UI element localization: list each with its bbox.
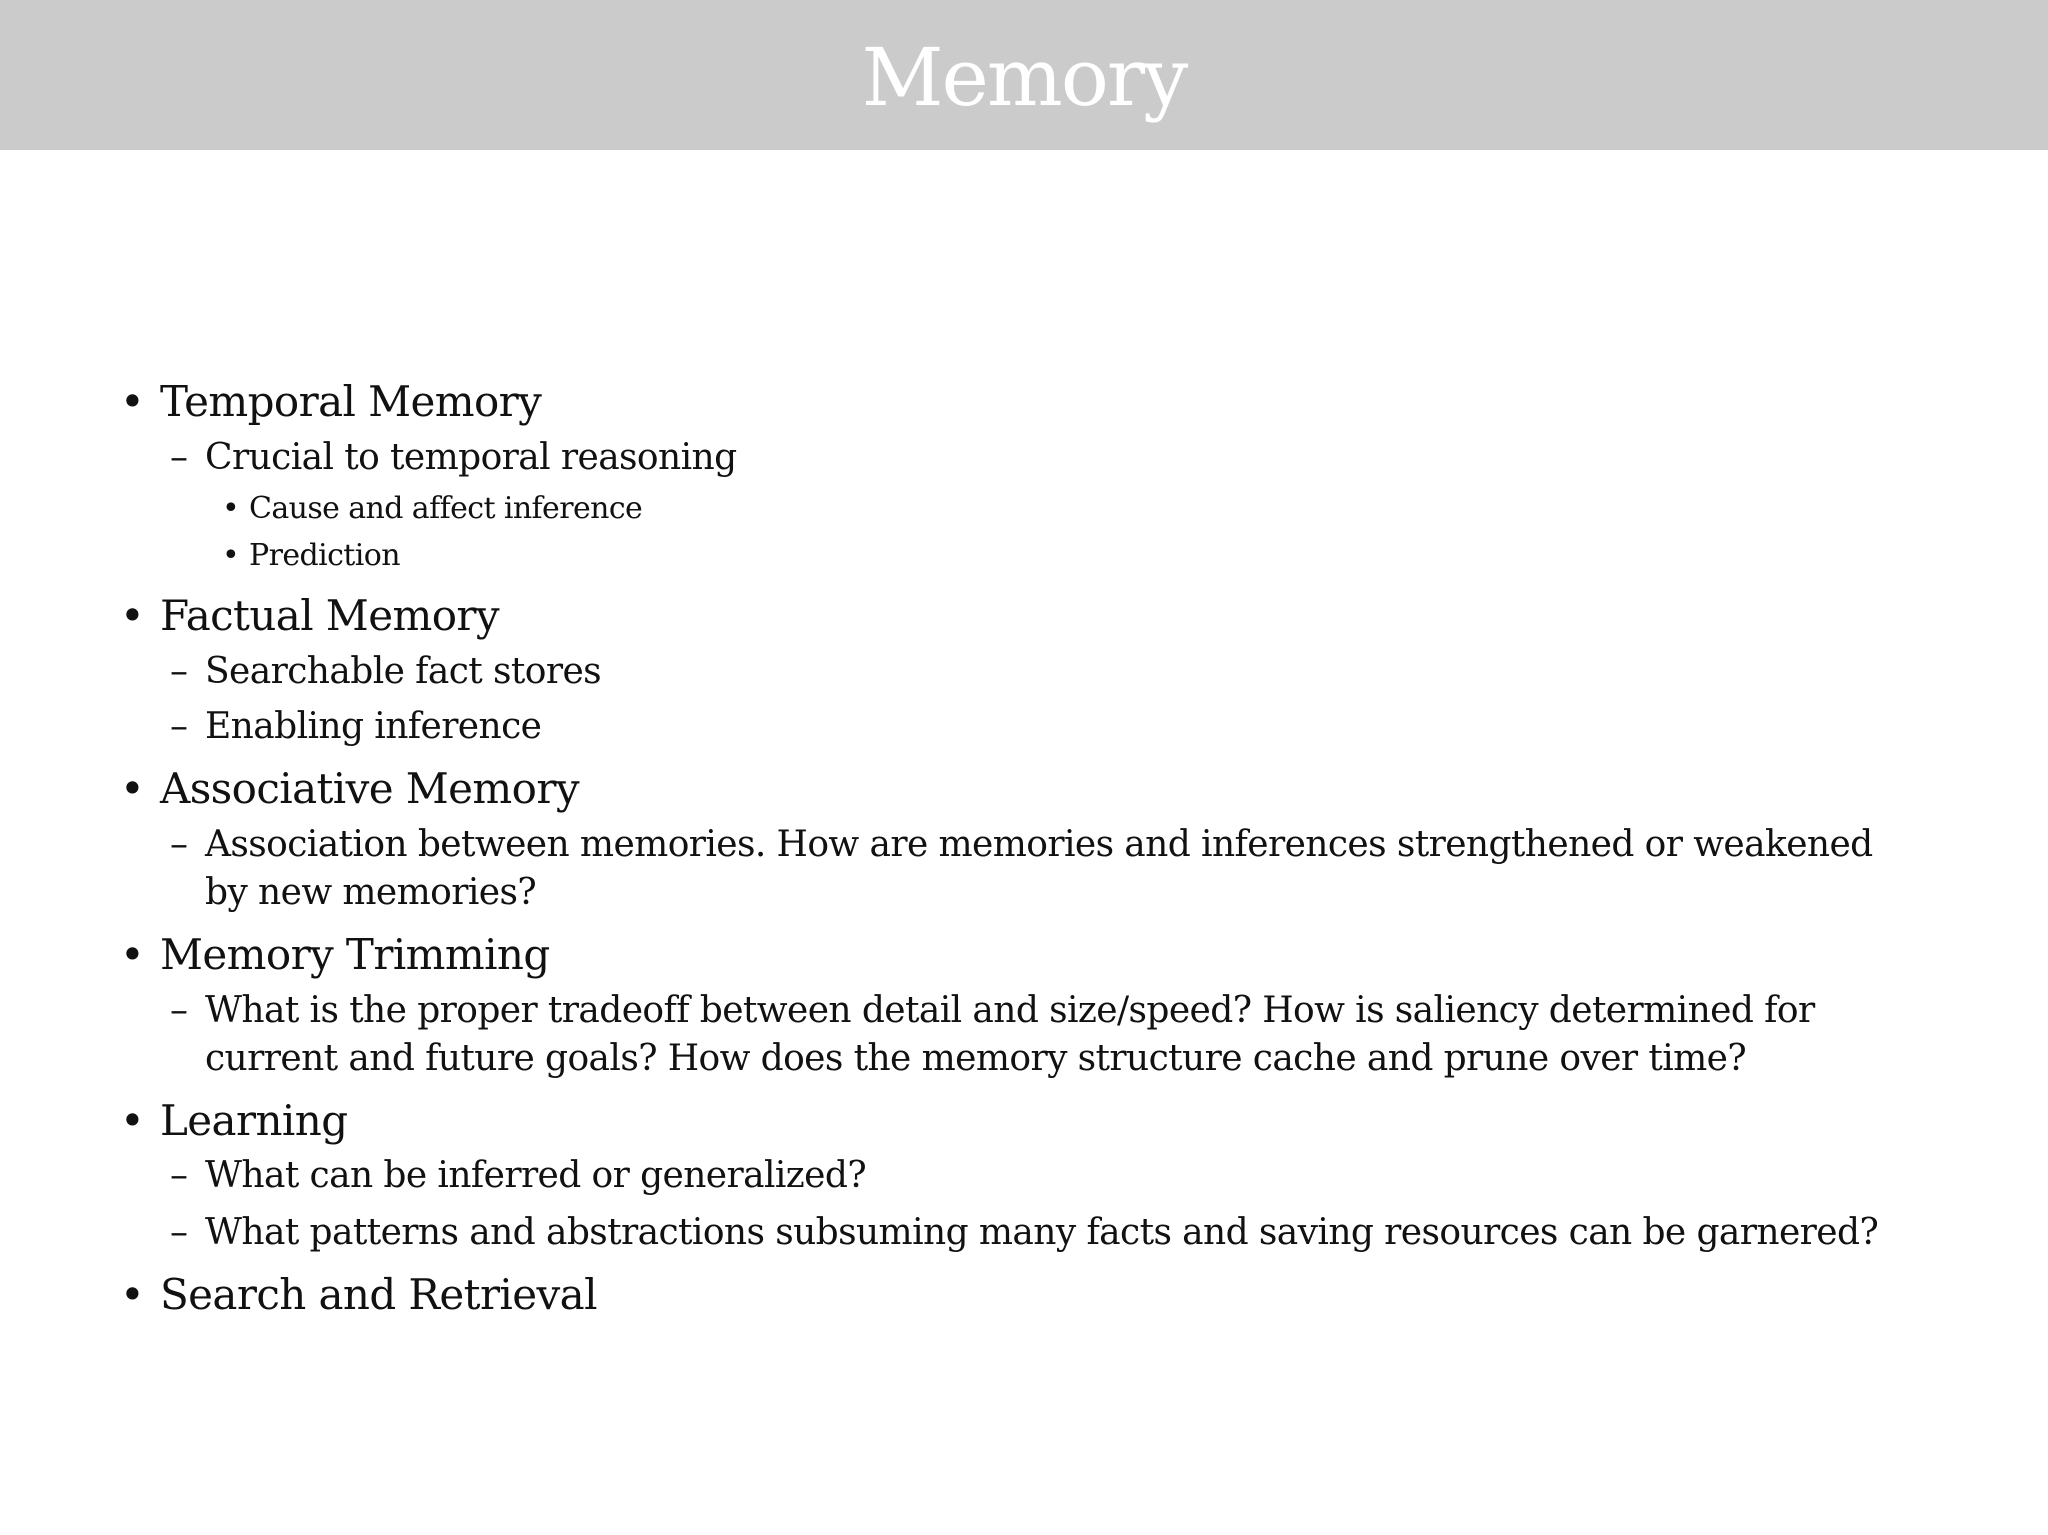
list-item-search-retrieval: Search and Retrieval — [160, 1270, 597, 1319]
list-item-learning: Learning — [160, 1096, 348, 1145]
list-item-searchable-fact-stores: Searchable fact stores — [205, 651, 602, 692]
list-item-associative-memory: Associative Memory — [160, 764, 579, 813]
list-item-factual-memory: Factual Memory — [160, 591, 499, 640]
bullet-marker-l2: – — [170, 990, 188, 1031]
bullet-marker-l2: – — [170, 706, 188, 747]
bullet-marker-l2: – — [170, 1155, 188, 1196]
bullet-marker-l1: • — [120, 377, 145, 426]
list-item-association-continuation: by new memories? — [205, 872, 537, 913]
list-item-patterns-abstractions: What patterns and abstractions subsuming many facts and saving resources can be garnered? — [205, 1212, 1879, 1253]
list-item-prediction: Prediction — [249, 538, 400, 573]
bullet-marker-l2: – — [170, 437, 188, 478]
list-item-proper-tradeoff-continuation: current and future goals? How does the memory structure cache and prune over time? — [205, 1038, 1747, 1079]
list-item-inferred-generalized: What can be inferred or generalized? — [205, 1155, 867, 1196]
bullet-marker-l2: – — [170, 1212, 188, 1253]
bullet-marker-l2: – — [170, 824, 188, 865]
list-item-association-between-memories: Association between memories. How are memories and inferences strengthened or weakened — [205, 824, 1873, 865]
bullet-marker-l1: • — [120, 591, 145, 640]
list-item-crucial-temporal-reasoning: Crucial to temporal reasoning — [205, 437, 737, 478]
slide-title: Memory — [861, 31, 1187, 124]
bullet-marker-l2: – — [170, 651, 188, 692]
list-item-temporal-memory: Temporal Memory — [160, 377, 542, 426]
list-item-cause-affect-inference: Cause and affect inference — [249, 491, 643, 526]
bullet-marker-l3: • — [222, 538, 240, 573]
list-item-proper-tradeoff: What is the proper tradeoff between detail and size/speed? How is saliency determined for — [205, 990, 1815, 1031]
bullet-marker-l1: • — [120, 930, 145, 979]
bullet-marker-l1: • — [120, 1096, 145, 1145]
bullet-marker-l3: • — [222, 491, 240, 526]
list-item-enabling-inference: Enabling inference — [205, 706, 542, 747]
bullet-marker-l1: • — [120, 764, 145, 813]
bullet-marker-l1: • — [120, 1270, 145, 1319]
list-item-memory-trimming: Memory Trimming — [160, 930, 550, 979]
